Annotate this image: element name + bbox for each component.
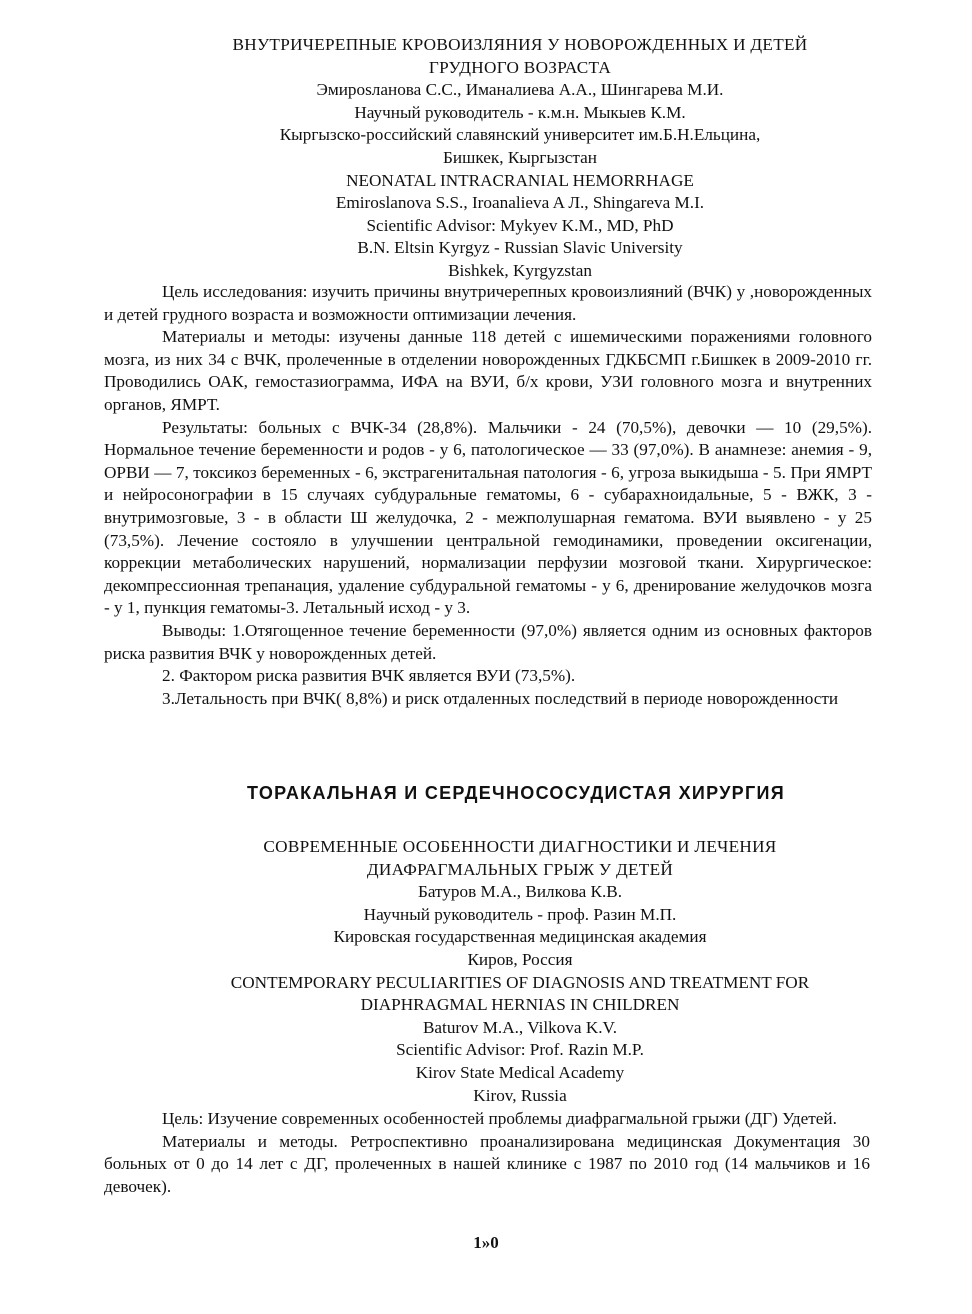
article2-title-en-line2: DIAPHRAGMAL HERNIAS IN CHILDREN [360,995,680,1015]
article1-authors-en: Emiroslanova S.S., Iroanalieva A Л., Shingareva M.I. [335,193,705,213]
article2-authors-en: Baturov M.A., Vilkova K.V. [422,1017,618,1037]
article1-advisor-ru: Научный руководитель - к.м.н. Мыкыев К.М. [354,102,686,122]
article1-affiliation-en: B.N. Eltsin Kyrgyz - Russian Slavic University [357,238,683,258]
article1-title-line1: ВНУТРИЧЕРЕПНЫЕ КРОВОИЗЛЯНИЯ У НОВОРОЖДЕННЫХ И ДЕТЕЙ [232,35,808,54]
article1-affiliation-ru: Кыргызско-российский славянский университет им.Б.Н.Ельцина, [279,125,761,145]
article1-header [100,34,940,283]
article1-methods-paragraph: Материалы и методы: изучены данные 118 детей с ишемическими поражениями головного мозга, из них 34 с ВЧК, пролеченные в отделении новорожденных ГДКБСМП г.Бишкек в 2009-2010 гг. Проводились ОАК, гемостазиограмма, ИФА на ВУИ, б/х крови, УЗИ головного мозга и внутренних органов, ЯМРТ. [104,327,872,414]
article2-city-en: Kirov, Russia [473,1085,567,1105]
article2-authors-ru: Батуров М.А., Вилкова К.В. [417,882,623,902]
article2-advisor-ru: Научный руководитель - проф. Разин М.П. [363,904,677,924]
article2-affiliation-ru: Кировская государственная медицинская академия [333,927,707,947]
article2-title-line2: ДИАФРАГМАЛЬНЫХ ГРЫЖ У ДЕТЕЙ [366,859,674,879]
section-heading: ТОРАКАЛЬНАЯ И СЕРДЕЧНОСОСУДИСТАЯ ХИРУРГИЯ [247,783,785,803]
article2-affiliation-en: Kirov State Medical Academy [415,1062,625,1082]
article2-abstract [104,1108,870,1198]
page-number: 1»0 [473,1233,499,1252]
article2-title-en-line1: CONTEMPORARY PECULIARITIES OF DIAGNOSIS AND TREATMENT FOR [230,972,810,992]
article1-conclusions-paragraph: Выводы: 1.Отягощенное течение беременности (97,0%) является одним из основных факторов риска развития ВЧК у новорожденных детей. [104,620,872,663]
article1-abstract [104,281,872,710]
article1-city-ru: Бишкек, Кыргызстан [443,147,597,167]
article2-methods-paragraph: Материалы и методы. Ретроспективно проанализирована медицинская Документация 30 больных от 0 до 14 лет с ДГ, пролеченных в нашей клинике с 1987 по 2010 год (14 мальчиков и 16 девочек). [104,1131,870,1196]
article1-results-paragraph: Результаты: больных с ВЧК-34 (28,8%). Мальчики - 24 (70,5%), девочки — 10 (29,5%). Нормальное течение беременности и родов - у 6, патологическое — 33 (97,0%). В анамнезе: анемия - 9, ОРВИ — 7, токсикоз беременных - 6, экстрагенитальная патология - 6, угроза выкидыша - 5. При ЯМРТ и нейросонографии в 15 случаях субдуральные гематомы, 6 - субарахноидальные, 5 - ВЖК, 3 - внутримозговые, 3 - в области Ш желудочка, 2 - межполушарная гематома. ВУИ выявлено - у 25 (73,5%). Лечение состояло в улучшении центральной гемодинамики, проведении оксигенации, коррекции метаболических нарушений, нормализации перфузии мозговой ткани. Хирургическое: декомпрессионная трепанация, удаление субдуральной гематомы - у 6, дренирование желудочков мозга - у 1, пункция гематомы-3. Летальный исход - у 3. [104,417,872,618]
article1-city-en: Bishkek, Kyrgyzstan [448,260,592,280]
article2-header [100,836,940,1107]
article1-aim-paragraph: Цель исследования: изучить причины внутричерепных кровоизлияний (ВЧК) у ,новорожденных и детей грудного возраста и возможности оптимизации лечения. [104,282,872,324]
article1-advisor-en: Scientific Advisor: Mykyev K.M., MD, PhD [366,215,674,235]
article1-conclusion-2: 2. Фактором риска развития ВЧК является ВУИ (73,5%). [162,666,576,686]
article2-advisor-en: Scientific Advisor: Prof. Razin M.P. [396,1040,644,1060]
article1-title-en: NEONATAL INTRACRANIAL HEMORRHAGE [346,170,694,190]
article1-title-line2: ГРУДНОГО ВОЗРАСТА [428,57,612,77]
article1-authors-ru: Эмирosланова С.С., Иманалиева А.А., Шингарева М.И. [316,80,724,100]
article1-conclusion-3: 3.Летальность при ВЧК( 8,8%) и риск отдаленных последствий в периоде новорожденности [162,688,839,708]
article2-city-ru: Киров, Россия [467,949,573,969]
article2-title-line1: СОВРЕМЕННЫЕ ОСОБЕННОСТИ ДИАГНОСТИКИ И ЛЕЧЕНИЯ [263,837,777,856]
article2-aim-paragraph: Цель: Изучение современных особенностей проблемы диафрагмальной грыжи (ДГ) Удетей. [162,1109,837,1128]
